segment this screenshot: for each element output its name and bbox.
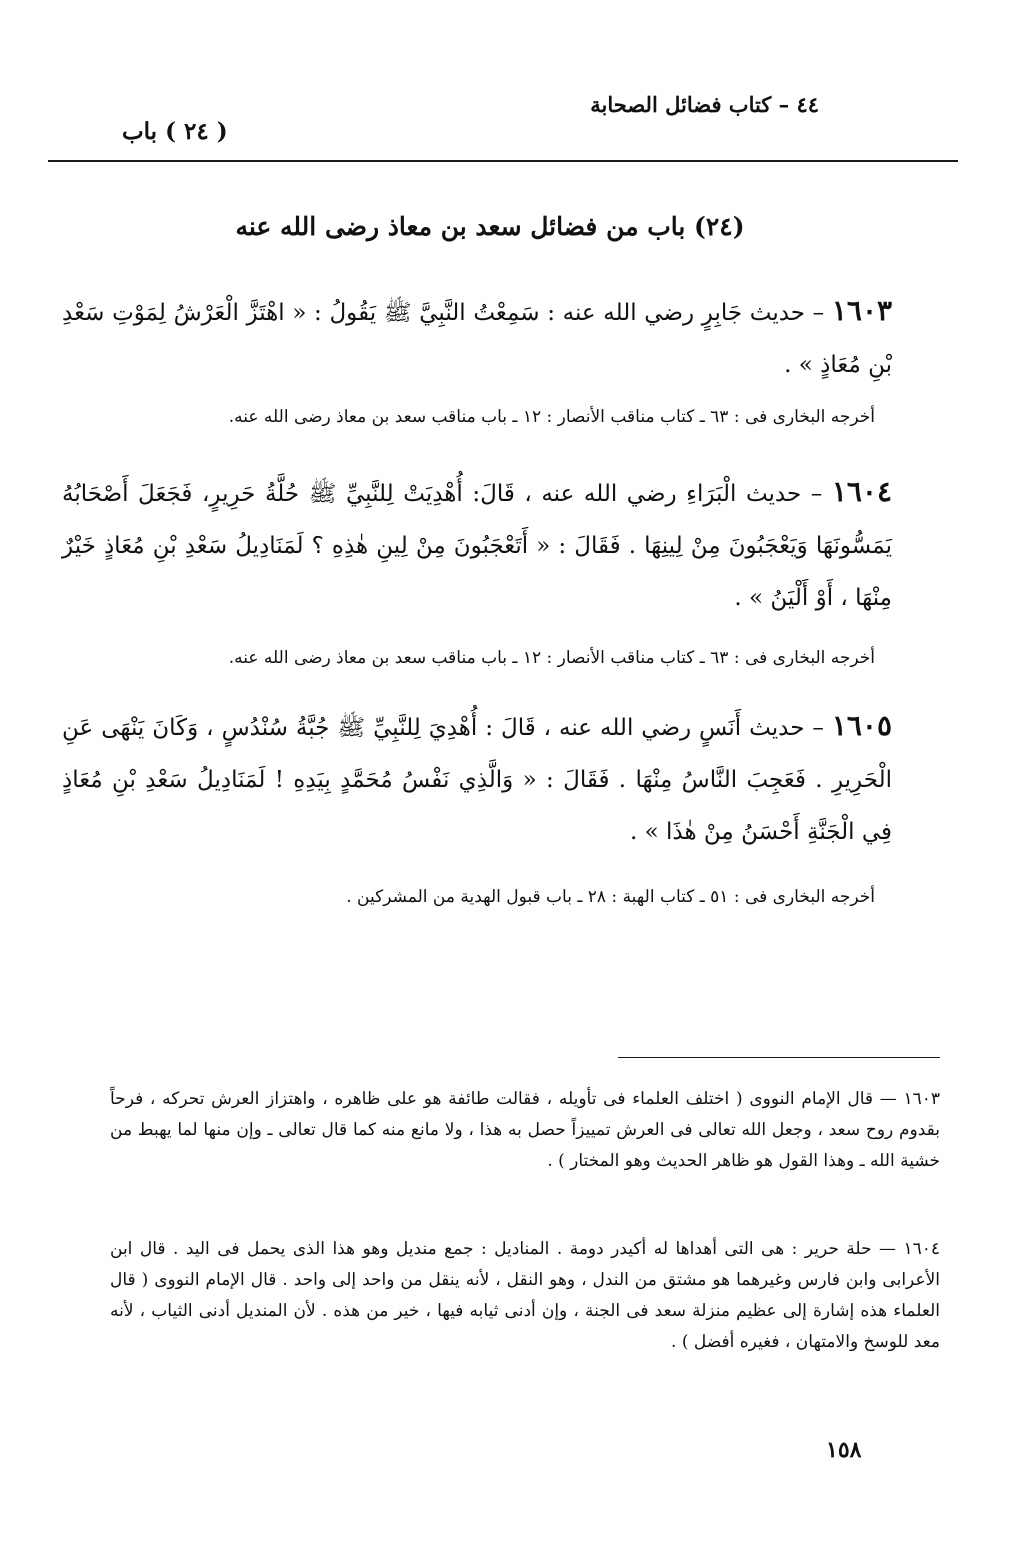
footnote-1604 <box>110 1234 940 1358</box>
hadith-1605 <box>62 700 892 858</box>
header-rule <box>48 160 958 162</box>
running-header-book-title: ٤٤ – كتاب فضائل الصحابة <box>590 92 819 117</box>
footnote-1603 <box>110 1084 940 1177</box>
hadith-number: ١٦٠٣ <box>831 294 893 327</box>
hadith-number: ١٦٠٤ <box>831 475 892 508</box>
footnote-text: — حلة حرير : هى التى أهداها له أكيدر دومة . المناديل : جمع منديل وهو هذا الذى يحمل فى اليد . قال ابن الأعرابى وابن فارس وغيرهما هو مشتق من الندل ، وهو النقل ، لأنه ينقل من واحد إلى واحد . قال الإمام النووى ( قال العلماء هذه إشارة إلى عظيم منزلة سعد فى الجنة ، وإن أدنى ثيابه فيها ، خير من هذه . لأن المنديل أدنى الثياب ، لأنه معد للوسخ والامتهان ، فغيره أفضل ) . <box>110 1239 940 1352</box>
footnote-number: ١٦٠٤ <box>903 1239 940 1259</box>
hadith-source: أخرجه البخارى فى : ٥١ ـ كتاب الهبة : ٢٨ ـ باب قبول الهدية من المشركين . <box>346 887 875 907</box>
footnote-text: — قال الإمام النووى ( اختلف العلماء فى تأويله ، فقالت طائفة هو على ظاهره ، واهتزاز العرش تحركه ، فرحاً بقدوم روح سعد ، وجعل الله تعالى فى العرش تمييزاً حصل به هذا ، ولا مانع منه كما قال تعالى ـ وإن منها لما يهبط من خشية الله ـ وهذا القول هو ظاهر الحديث وهو المختار ) . <box>110 1089 940 1171</box>
hadith-source: أخرجه البخارى فى : ٦٣ ـ كتاب مناقب الأنصار : ١٢ ـ باب مناقب سعد بن معاذ رضى الله عنه. <box>228 407 875 427</box>
hadith-source: أخرجه البخارى فى : ٦٣ ـ كتاب مناقب الأنصار : ١٢ ـ باب مناقب سعد بن معاذ رضى الله عنه. <box>228 648 875 668</box>
hadith-1603 <box>62 285 892 391</box>
running-header-chapter: ( ٢٤ ) باب <box>122 118 228 145</box>
hadith-text: – حديث أَنَسٍ رضي الله عنه ، قَالَ : أُهْدِيَ لِلنَّبِيِّ ﷺ جُبَّةُ سُنْدُسٍ ، وَكَانَ يَنْهَى عَنِ الْحَرِيرِ . فَعَجِبَ النَّاسُ مِنْهَا . فَقَالَ : « وَالَّذِي نَفْسُ مُحَمَّدٍ بِيَدِهِ ! لَمَنَادِيلُ سَعْدِ بْنِ مُعَاذٍ فِي الْجَنَّةِ أَحْسَنُ مِنْ هٰذَا » . <box>62 715 892 845</box>
page-number: ١٥٨ <box>826 1437 862 1463</box>
hadith-number: ١٦٠٥ <box>831 709 892 742</box>
chapter-heading: (٢٤) باب من فضائل سعد بن معاذ رضى الله عنه <box>235 212 745 241</box>
hadith-text: – حديث جَابِرٍ رضي الله عنه : سَمِعْتُ النَّبِيَّ ﷺ يَقُولُ : « اهْتَزَّ الْعَرْشُ لِمَوْتِ سَعْدِ بْنِ مُعَاذٍ » . <box>62 300 892 378</box>
hadith-text: – حديث الْبَرَاءِ رضي الله عنه ، قَالَ: أُهْدِيَتْ لِلنَّبِيِّ ﷺ حُلَّةُ حَرِيرٍ، فَجَعَلَ أَصْحَابُهُ يَمَسُّونَهَا وَيَعْجَبُونَ مِنْ لِينِهَا . فَقَالَ : « أَتَعْجَبُونَ مِنْ لِينِ هٰذِهِ ؟ لَمَنَادِيلُ سَعْدِ بْنِ مُعَاذٍ خَيْرٌ مِنْهَا ، أَوْ أَلْيَنُ » . <box>62 481 892 611</box>
hadith-1604 <box>62 466 892 624</box>
footnote-number: ١٦٠٣ <box>903 1089 940 1109</box>
footnote-rule <box>618 1057 940 1058</box>
